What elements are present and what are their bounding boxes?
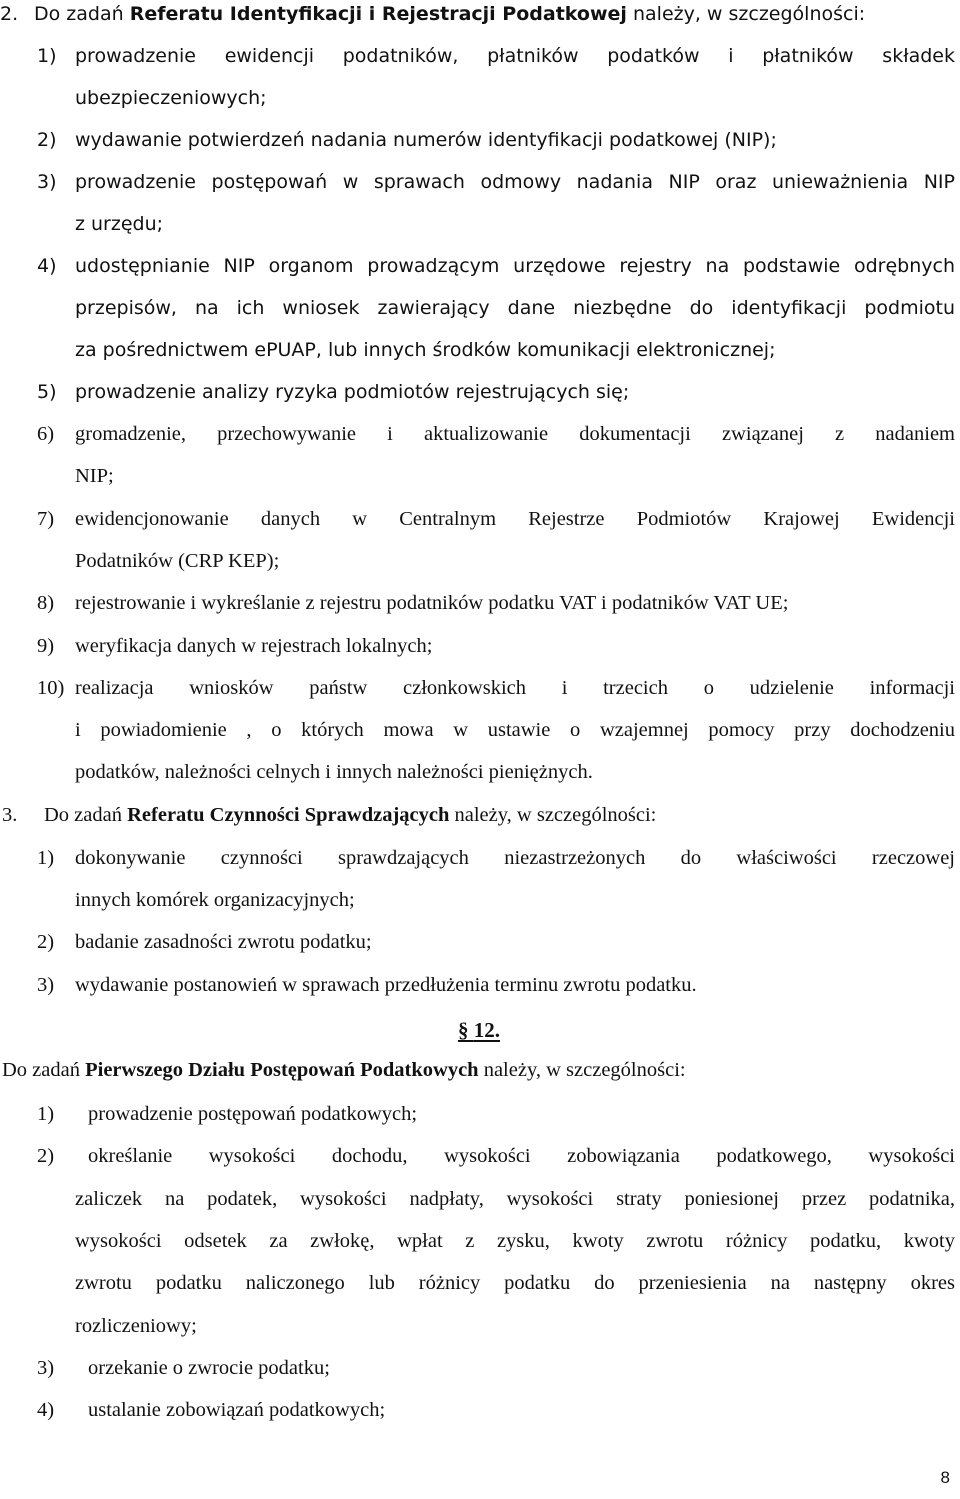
s2-item-3-line-2: z urzędu; <box>75 213 164 235</box>
s2-item-10-number: 10) <box>37 677 65 699</box>
s2-item-2-line-1: wydawanie potwierdzeń nadania numerów identyfikacji podatkowej (NIP); <box>75 129 777 151</box>
s2-item-1-line-2: ubezpieczeniowych; <box>75 87 267 109</box>
s3-item-1-line-1: dokonywanie czynności sprawdzających niezastrzeżonych do właściwości rzeczowej <box>75 847 955 869</box>
s2-item-7-number: 7) <box>37 508 55 530</box>
s3-item-2-line-1: badanie zasadności zwrotu podatku; <box>75 931 372 953</box>
s3-item-1-number: 1) <box>37 847 55 869</box>
paragraph-12-heading: § 12. <box>458 1018 500 1042</box>
s2-item-1-number: 1) <box>37 45 57 67</box>
s3-item-3-number: 3) <box>37 974 55 996</box>
s2-item-6-line-1: gromadzenie, przechowywanie i aktualizowanie dokumentacji związanej z nadaniem <box>75 423 955 445</box>
s3-item-1-line-2: innych komórek organizacyjnych; <box>75 889 355 911</box>
s2-item-8-line-1: rejestrowanie i wykreślanie z rejestru podatników podatku VAT i podatników VAT UE; <box>75 592 789 614</box>
s3-item-2-number: 2) <box>37 931 55 953</box>
s2-item-5-number: 5) <box>37 381 57 403</box>
p12-item-4-number: 4) <box>37 1399 55 1421</box>
page-number: 8 <box>940 1468 950 1487</box>
s2-item-10-line-1: realizacja wniosków państw członkowskich i trzecich o udzielenie informacji <box>75 677 955 699</box>
p12-item-3-line-1: orzekanie o zwrocie podatku; <box>88 1357 330 1379</box>
s2-item-7-line-1: ewidencjonowanie danych w Centralnym Rejestrze Podmiotów Krajowej Ewidencji <box>75 508 955 530</box>
s3-item-3-line-1: wydawanie postanowień w sprawach przedłużenia terminu zwrotu podatku. <box>75 974 697 996</box>
s2-item-8-number: 8) <box>37 592 55 614</box>
s2-item-6-number: 6) <box>37 423 55 445</box>
section-2-heading: Do zadań Referatu Identyfikacji i Rejestracji Podatkowej należy, w szczególności: <box>34 3 866 25</box>
s2-item-9-line-1: weryfikacja danych w rejestrach lokalnych; <box>75 635 433 657</box>
p12-item-1-line-1: prowadzenie postępowań podatkowych; <box>88 1103 418 1125</box>
p12-item-1-number: 1) <box>37 1103 55 1125</box>
s2-item-9-number: 9) <box>37 635 55 657</box>
p12-item-2-line-4: zwrotu podatku naliczonego lub różnicy podatku do przeniesienia na następny okres <box>75 1272 955 1294</box>
p12-item-2-line-1: określanie wysokości dochodu, wysokości zobowiązania podatkowego, wysokości <box>88 1145 955 1167</box>
p12-item-2-line-3: wysokości odsetek za zwłokę, wpłat z zysku, kwoty zwrotu różnicy podatku, kwoty <box>75 1230 955 1252</box>
p12-item-3-number: 3) <box>37 1357 55 1379</box>
section-2-number: 2. <box>0 3 19 25</box>
s2-item-4-line-3: za pośrednictwem ePUAP, lub innych środków komunikacji elektronicznej; <box>75 339 776 361</box>
section-3-number: 3. <box>2 804 18 826</box>
s2-item-10-line-3: podatków, należności celnych i innych należności pieniężnych. <box>75 761 593 783</box>
s2-item-5-line-1: prowadzenie analizy ryzyka podmiotów rejestrujących się; <box>75 381 630 403</box>
s2-item-3-line-1: prowadzenie postępowań w sprawach odmowy nadania NIP oraz unieważnienia NIP <box>75 171 955 193</box>
s2-item-10-line-2: i powiadomienie , o których mowa w ustawie o wzajemnej pomocy przy dochodzeniu <box>75 719 955 741</box>
s2-item-4-line-1: udostępnianie NIP organom prowadzącym urzędowe rejestry na podstawie odrębnych <box>75 255 955 277</box>
s2-item-6-line-2: NIP; <box>75 465 114 487</box>
s2-item-1-line-1: prowadzenie ewidencji podatników, płatników podatków i płatników składek <box>75 45 955 67</box>
paragraph-12-intro: Do zadań Pierwszego Działu Postępowań Podatkowych należy, w szczególności: <box>2 1059 686 1081</box>
s2-item-7-line-2: Podatników (CRP KEP); <box>75 550 280 572</box>
s2-item-4-number: 4) <box>37 255 57 277</box>
s2-item-4-line-2: przepisów, na ich wniosek zawierający dane niezbędne do identyfikacji podmiotu <box>75 297 955 319</box>
p12-item-2-line-5: rozliczeniowy; <box>75 1315 197 1337</box>
s2-item-3-number: 3) <box>37 171 57 193</box>
section-3-heading: Do zadań Referatu Czynności Sprawdzających należy, w szczególności: <box>44 804 657 826</box>
p12-item-4-line-1: ustalanie zobowiązań podatkowych; <box>88 1399 386 1421</box>
p12-item-2-line-2: zaliczek na podatek, wysokości nadpłaty, wysokości straty poniesionej przez podatnika, <box>75 1188 955 1210</box>
s2-item-2-number: 2) <box>37 129 57 151</box>
p12-item-2-number: 2) <box>37 1145 55 1167</box>
